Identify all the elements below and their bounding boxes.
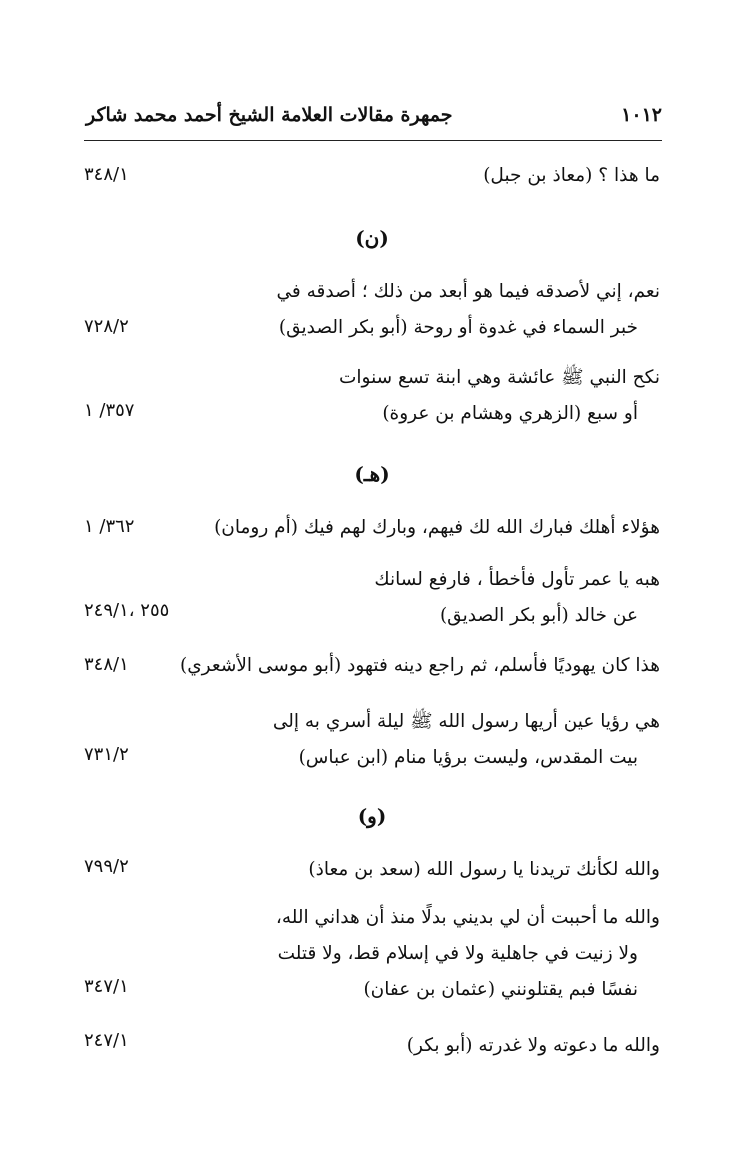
source-reference: ٧٣١/٢ (84, 744, 129, 765)
quote-text (483, 158, 660, 194)
source-reference: ٣٤٨/١ (84, 654, 129, 675)
quote-line: هي رؤيا عين أريها رسول الله ﷺ ليلة أسري به إلى (272, 711, 660, 732)
quote-line: والله ما دعوته ولا غدرته (أبو بكر) (406, 1035, 660, 1056)
quote-text (339, 360, 660, 432)
section-heading: (هـ) (354, 462, 390, 486)
quote-line: هبه يا عمر تأول فأخطأ ، فارفع لسانك (374, 569, 660, 590)
quote-line: نفسًا فبم يقتلونني (عثمان بن عفان) (363, 979, 638, 1000)
quote-text (374, 562, 660, 634)
source-reference: ٣٦٢/ ١ (84, 516, 135, 537)
quote-line: بيت المقدس، وليست برؤيا منام (ابن عباس) (298, 747, 638, 768)
quote-text (407, 1028, 660, 1064)
quote-line: والله لكأنك تريدنا يا رسول الله (سعد بن معاذ) (308, 859, 660, 880)
quote-line: هذا كان يهوديًا فأسلم، ثم راجع دينه فتهود (أبو موسى الأشعري) (179, 655, 660, 676)
quote-text (276, 900, 660, 1008)
quote-line: والله ما أحببت أن لي بديني بدلًا منذ أن هداني الله، (275, 907, 660, 928)
quote-line: نعم، إني لأصدقه فيما هو أبعد من ذلك ؛ أصدقه في (276, 281, 660, 302)
quote-line: أو سبع (الزهري وهشام بن عروة) (382, 403, 638, 424)
source-reference: ٢٤٧/١ (84, 1030, 129, 1051)
quote-line: عن خالد (أبو بكر الصديق) (439, 605, 638, 626)
quote-line: نكح النبي ﷺ عائشة وهي ابنة تسع سنوات (338, 367, 660, 388)
quote-text (214, 510, 660, 546)
source-reference: ٣٤٨/١ (84, 164, 129, 185)
section-heading: (ن) (355, 226, 389, 250)
source-reference: ٣٤٧/١ (84, 976, 129, 997)
quote-line: ما هذا ؟ (معاذ بن جبل) (483, 165, 660, 186)
quote-line: خبر السماء في غدوة أو روحة (أبو بكر الصديق) (278, 317, 638, 338)
source-reference: ٧٢٨/٢ (84, 316, 129, 337)
quote-text (308, 852, 660, 888)
source-reference: ٧٩٩/٢ (84, 856, 129, 877)
source-reference: ٢٥٥ ،٢٤٩/١ (84, 600, 170, 621)
quote-line: هؤلاء أهلك فبارك الله لك فيهم، وبارك لهم فيك (أم رومان) (214, 517, 660, 538)
running-header (86, 104, 662, 126)
quote-text (180, 648, 660, 684)
quote-text (276, 274, 660, 346)
section-heading: (و) (357, 804, 387, 828)
quote-line: ولا زنيت في جاهلية ولا في إسلام قط، ولا قتلت (277, 943, 638, 964)
running-title: جمهرة مقالات العلامة الشيخ أحمد محمد شاكر (86, 104, 453, 126)
quote-text (273, 704, 660, 776)
page-number: ١٠١٢ (621, 104, 662, 126)
header-rule (84, 140, 662, 141)
source-reference: ٣٥٧/ ١ (84, 400, 135, 421)
